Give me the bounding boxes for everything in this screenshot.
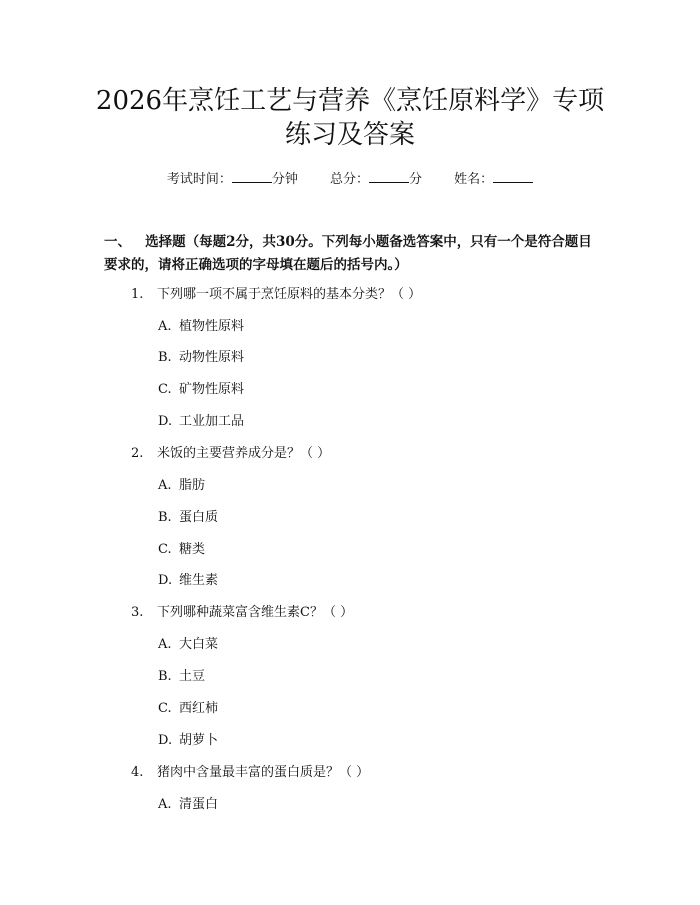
option-text: 大白菜 — [179, 637, 219, 652]
option-letter: D. — [158, 414, 173, 429]
option-1b — [158, 346, 244, 365]
section-prefix: 一、 — [104, 234, 131, 250]
option-letter: A. — [158, 797, 172, 812]
question-number: 4. — [131, 765, 144, 780]
option-letter: D. — [158, 733, 173, 748]
option-text: 工业加工品 — [179, 414, 245, 429]
option-2a — [158, 474, 205, 493]
question-4 — [131, 761, 369, 780]
option-1c — [158, 378, 244, 397]
option-text: 西红柿 — [179, 701, 219, 716]
question-3 — [131, 601, 353, 620]
question-number: 3. — [131, 605, 144, 620]
section-text: 选择题（每题2分，共30分。下列每小题备选答案中，只有一个是符合题目要求的，请将正确选项的字母填在题后的括号内。） — [104, 234, 592, 273]
question-text: 下列哪种蔬菜富含维生素C？（ ） — [157, 605, 354, 620]
exam-meta — [0, 168, 700, 187]
option-3b — [158, 665, 205, 684]
score-unit: 分 — [409, 172, 423, 187]
option-3d — [158, 729, 218, 748]
document-title-line1: 2026年烹饪工艺与营养《烹饪原料学》专项 — [95, 86, 605, 116]
name-blank — [493, 170, 533, 183]
option-2b — [158, 506, 218, 525]
option-text: 清蛋白 — [179, 797, 219, 812]
option-letter: B. — [158, 510, 172, 525]
option-4a — [158, 793, 218, 812]
option-text: 脂肪 — [179, 478, 206, 493]
question-number: 2. — [131, 446, 144, 461]
exam-name — [454, 172, 533, 187]
question-2 — [131, 442, 330, 461]
option-letter: A. — [158, 319, 172, 334]
score-blank — [369, 170, 409, 183]
option-text: 蛋白质 — [179, 510, 219, 525]
question-1 — [131, 283, 421, 302]
option-letter: C. — [158, 542, 172, 557]
option-1d — [158, 410, 244, 429]
time-label: 考试时间： — [166, 172, 232, 187]
option-letter: A. — [158, 478, 172, 493]
option-3c — [158, 697, 218, 716]
score-label: 总分： — [329, 172, 369, 187]
question-text: 下列哪一项不属于烹饪原料的基本分类？（ ） — [157, 287, 422, 302]
option-3a — [158, 633, 218, 652]
document-title-line2: 练习及答案 — [284, 120, 415, 150]
option-letter: A. — [158, 637, 172, 652]
exam-score — [330, 172, 422, 187]
exam-time — [167, 172, 298, 187]
question-text: 米饭的主要营养成分是？（ ） — [157, 446, 331, 461]
option-text: 土豆 — [179, 669, 206, 684]
option-text: 糖类 — [179, 542, 206, 557]
option-letter: C. — [158, 382, 172, 397]
name-label: 姓名： — [454, 172, 494, 187]
option-1a — [158, 315, 244, 334]
option-text: 胡萝卜 — [179, 733, 219, 748]
section-heading — [104, 231, 604, 277]
question-text: 猪肉中含量最丰富的蛋白质是？（ ） — [157, 765, 370, 780]
option-text: 动物性原料 — [179, 350, 245, 365]
time-unit: 分钟 — [271, 172, 298, 187]
option-2c — [158, 538, 205, 557]
option-letter: B. — [158, 669, 172, 684]
option-2d — [158, 569, 218, 588]
option-text: 矿物性原料 — [179, 382, 245, 397]
question-number: 1. — [131, 287, 144, 302]
option-letter: C. — [158, 701, 172, 716]
option-text: 植物性原料 — [179, 319, 245, 334]
option-letter: D. — [158, 573, 173, 588]
time-blank — [232, 170, 272, 183]
option-letter: B. — [158, 350, 172, 365]
option-text: 维生素 — [179, 573, 219, 588]
